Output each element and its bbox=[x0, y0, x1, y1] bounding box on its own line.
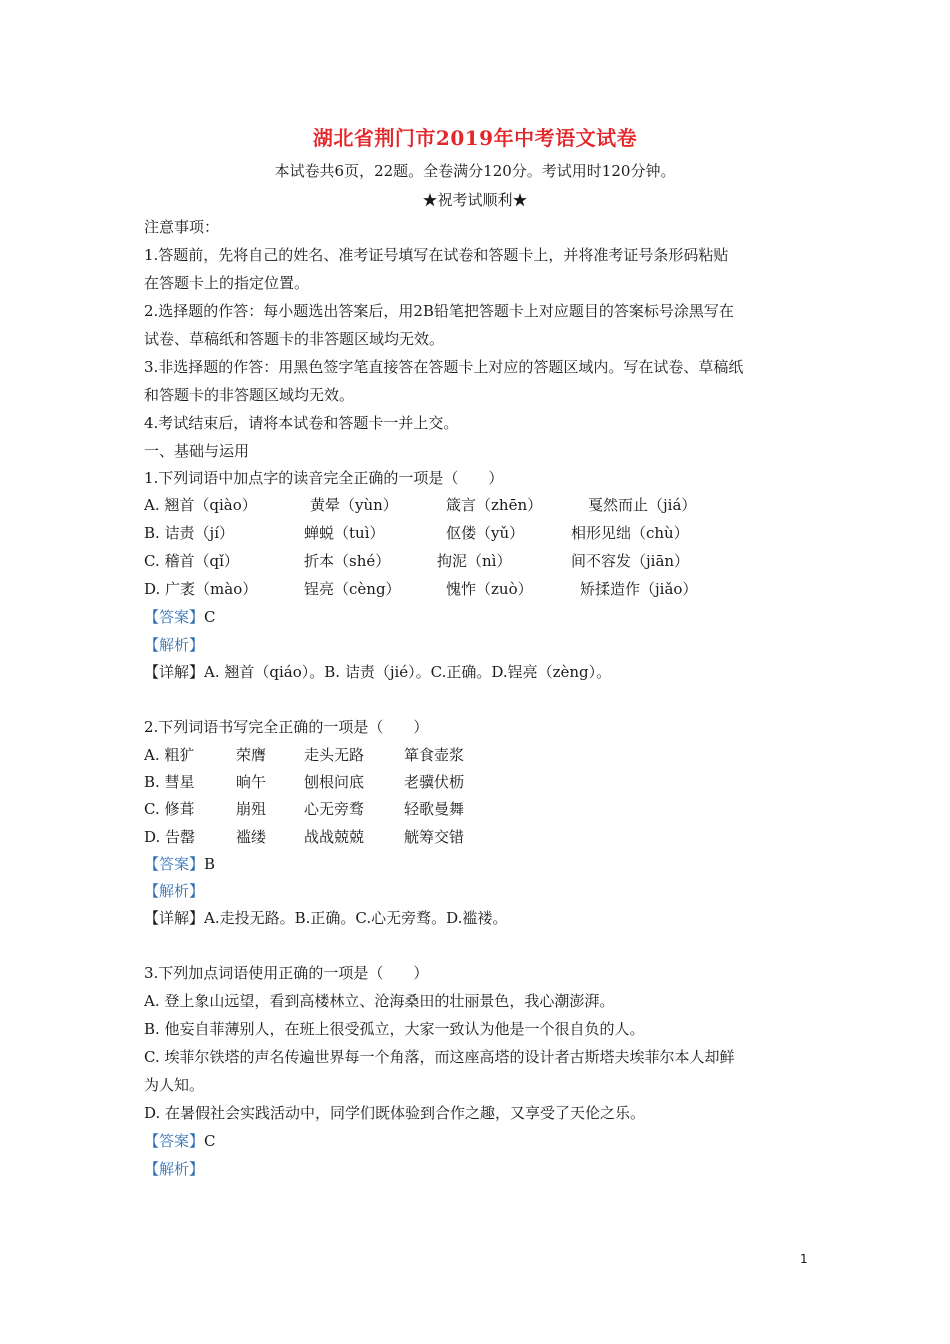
option-item: 折本（shé） bbox=[304, 552, 391, 570]
answer-value: C bbox=[204, 608, 216, 626]
q1-detail bbox=[144, 662, 611, 682]
section-heading: 一、基础与运用 bbox=[144, 442, 250, 460]
option-item: D. 广袤（mào） bbox=[144, 580, 258, 598]
option-item: 锃亮（cèng） bbox=[304, 580, 401, 598]
option-item: C. 稽首（qǐ） bbox=[144, 552, 239, 570]
exam-info: 本试卷共6页，22题。全卷满分120分。考试用时120分钟。 bbox=[274, 162, 676, 180]
q3-option-d: D. 在暑假社会实践活动中，同学们既体验到合作之趣，又享受了天伦之乐。 bbox=[144, 1104, 646, 1122]
q3-option-c-cont: 为人知。 bbox=[144, 1076, 205, 1094]
option-item: 愧怍（zuò） bbox=[446, 580, 533, 598]
option-item: 相形见绌（chù） bbox=[571, 524, 689, 542]
q3-option-c: C. 埃菲尔铁塔的声名传遍世界每一个角落，而这座高塔的设计者古斯塔夫埃菲尔本人却鲜 bbox=[144, 1048, 735, 1066]
analysis-tag: 【解析】 bbox=[144, 1160, 205, 1178]
option-item: C. 修葺 bbox=[144, 800, 195, 818]
option-item: 箪食壶浆 bbox=[404, 746, 465, 764]
option-item: 战战兢兢 bbox=[304, 828, 365, 846]
notice-line: 在答题卡上的指定位置。 bbox=[144, 274, 310, 292]
q3-option-b: B. 他妄自菲薄别人，在班上很受孤立，大家一致认为他是一个很自负的人。 bbox=[144, 1020, 645, 1038]
notice-heading: 注意事项： bbox=[144, 218, 220, 236]
option-item: 褴缕 bbox=[236, 828, 267, 846]
detail-text: A.走投无路。B.正确。C.心无旁骛。D.褴褛。 bbox=[204, 909, 508, 927]
detail-tag: 【详解】 bbox=[144, 909, 205, 927]
question-2-stem: 2.下列词语书写完全正确的一项是（ ） bbox=[144, 718, 429, 736]
q2-analysis bbox=[144, 881, 204, 901]
option-item: 伛偻（yǔ） bbox=[446, 524, 525, 542]
option-item: 老骥伏枥 bbox=[404, 773, 465, 791]
q2-detail bbox=[144, 908, 507, 928]
option-item: 拘泥（nì） bbox=[437, 552, 512, 570]
option-item: 蝉蜕（tuì） bbox=[304, 524, 385, 542]
option-item: D. 告罄 bbox=[144, 828, 196, 846]
page-number: 1 bbox=[800, 1252, 808, 1266]
answer-tag: 【答案】 bbox=[144, 608, 205, 626]
question-1-stem: 1.下列词语中加点字的读音完全正确的一项是（ ） bbox=[144, 469, 504, 487]
option-item: 间不容发（jiān） bbox=[571, 552, 690, 570]
answer-value: C bbox=[204, 1132, 216, 1150]
option-item: A. 粗犷 bbox=[144, 746, 195, 764]
notice-line: 1.答题前，先将自己的姓名、准考证号填写在试卷和答题卡上，并将准考证号条形码粘贴 bbox=[144, 246, 729, 264]
analysis-tag: 【解析】 bbox=[144, 636, 205, 654]
notice-line: 2.选择题的作答：每小题选出答案后，用2B铅笔把答题卡上对应题目的答案标号涂黑写在 bbox=[144, 302, 734, 320]
option-item: 刨根问底 bbox=[304, 773, 365, 791]
option-item: 晌午 bbox=[236, 773, 267, 791]
option-item: 心无旁骛 bbox=[304, 800, 365, 818]
option-item: 箴言（zhēn） bbox=[446, 496, 543, 514]
option-item: 崩殂 bbox=[236, 800, 267, 818]
option-item: 黄晕（yùn） bbox=[310, 496, 398, 514]
option-item: 荣膺 bbox=[236, 746, 267, 764]
answer-tag: 【答案】 bbox=[144, 1132, 205, 1150]
q1-answer bbox=[144, 607, 216, 627]
option-item: B. 诘责（jí） bbox=[144, 524, 235, 542]
q2-answer bbox=[144, 854, 215, 874]
question-3-stem: 3.下列加点词语使用正确的一项是（ ） bbox=[144, 964, 429, 982]
answer-value: B bbox=[204, 855, 216, 873]
option-item: B. 彗星 bbox=[144, 773, 195, 791]
q3-option-a: A. 登上象山远望，看到高楼林立、沧海桑田的壮丽景色，我心潮澎湃。 bbox=[144, 992, 615, 1010]
notice-line: 试卷、草稿纸和答题卡的非答题区域均无效。 bbox=[144, 330, 445, 348]
q3-answer bbox=[144, 1131, 216, 1151]
answer-tag: 【答案】 bbox=[144, 855, 205, 873]
wish-line: ★祝考试顺利★ bbox=[422, 191, 528, 209]
notice-line: 和答题卡的非答题区域均无效。 bbox=[144, 386, 355, 404]
option-item: 轻歌曼舞 bbox=[404, 800, 465, 818]
option-item: 走头无路 bbox=[304, 746, 365, 764]
option-item: 戛然而止（jiá） bbox=[588, 496, 697, 514]
notice-line: 4.考试结束后，请将本试卷和答题卡一并上交。 bbox=[144, 414, 459, 432]
option-item: A. 翘首（qiào） bbox=[144, 496, 257, 514]
q3-analysis bbox=[144, 1159, 204, 1179]
detail-tag: 【详解】 bbox=[144, 663, 205, 681]
notice-line: 3.非选择题的作答：用黑色签字笔直接答在答题卡上对应的答题区域内。写在试卷、草稿纸 bbox=[144, 358, 744, 376]
q1-analysis bbox=[144, 635, 204, 655]
option-item: 矫揉造作（jiǎo） bbox=[580, 580, 698, 598]
detail-text: A. 翘首（qiáo）。B. 诘责（jié）。C.正确。D.锃亮（zèng）。 bbox=[204, 663, 612, 681]
page-title: 湖北省荆门市2019年中考语文试卷 bbox=[312, 126, 638, 150]
option-item: 觥筹交错 bbox=[404, 828, 465, 846]
analysis-tag: 【解析】 bbox=[144, 882, 205, 900]
